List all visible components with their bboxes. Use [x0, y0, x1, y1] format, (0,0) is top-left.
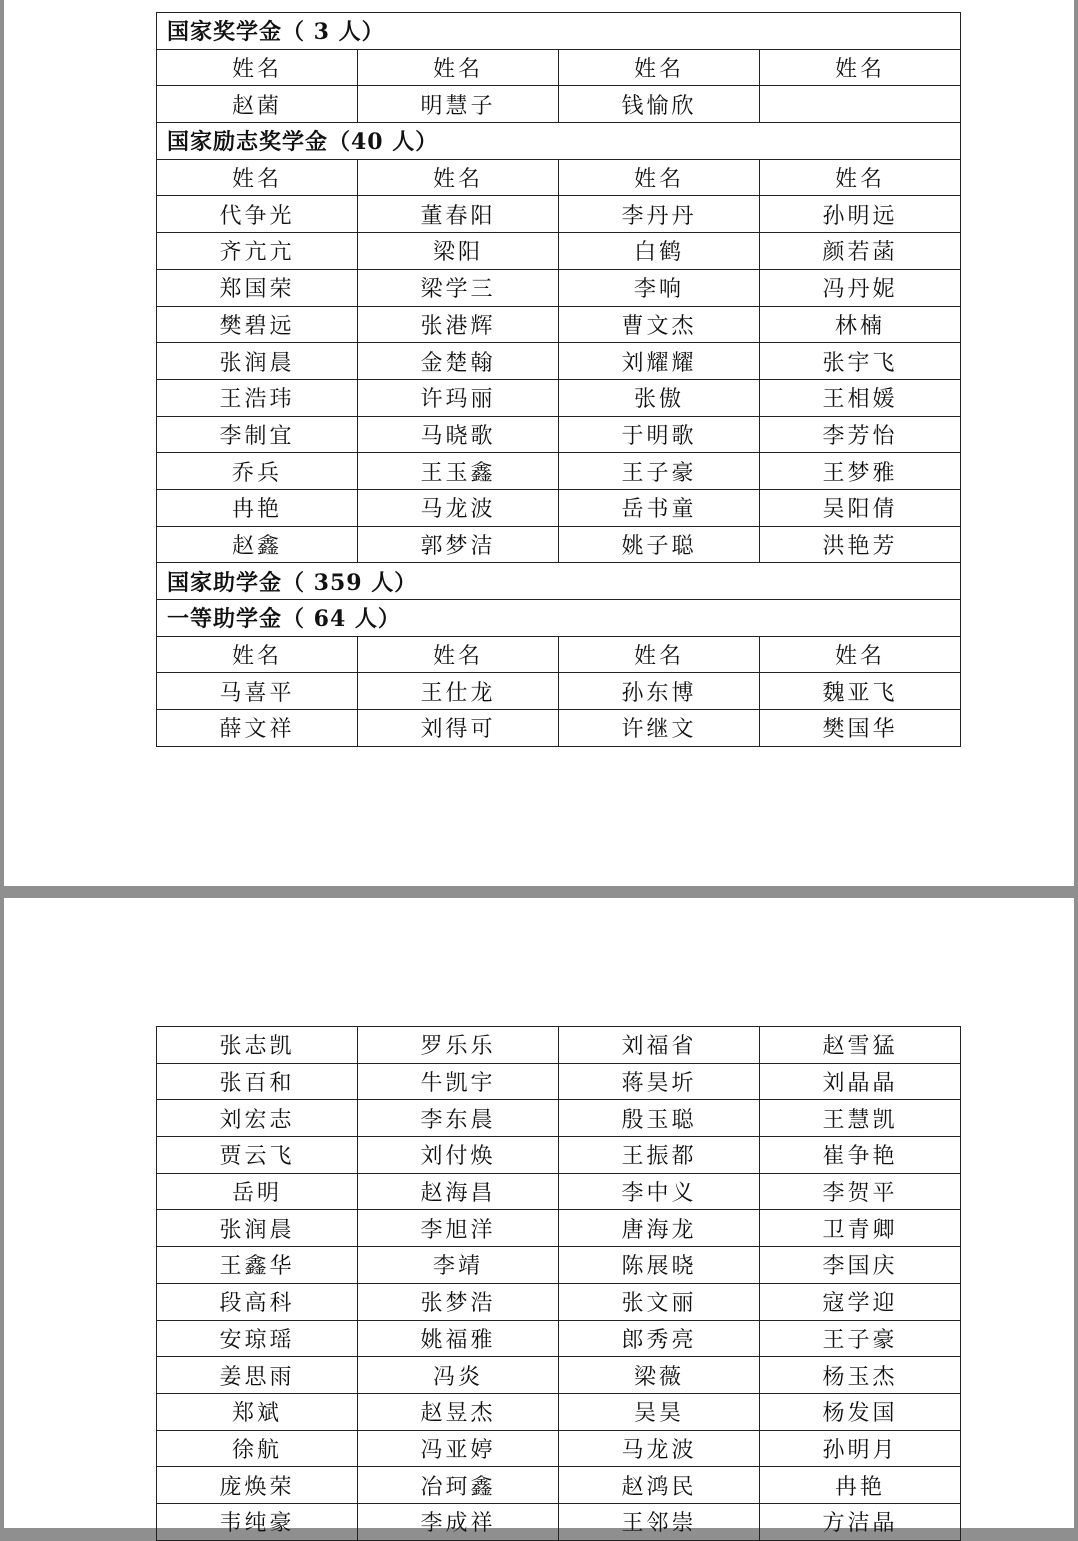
table-row: [157, 343, 961, 380]
name-cell: 薛文祥: [157, 710, 358, 747]
name-cell: 罗乐乐: [358, 1027, 559, 1064]
name-cell: 梁薇: [559, 1357, 760, 1394]
name-cell: 郎秀亮: [559, 1320, 760, 1357]
table-row: [157, 1430, 961, 1467]
table-row: [157, 526, 961, 563]
name-cell: 岳明: [157, 1173, 358, 1210]
name-cell: 李响: [559, 269, 760, 306]
column-header: 姓名: [157, 49, 358, 86]
name-cell: 赵鑫: [157, 526, 358, 563]
name-cell: 王子豪: [559, 453, 760, 490]
name-cell: 李芳怡: [760, 416, 961, 453]
section-first-class-grant: [157, 600, 961, 637]
name-cell: 李国庆: [760, 1247, 961, 1284]
name-cell: 刘晶晶: [760, 1063, 961, 1100]
name-cell: 白鹤: [559, 233, 760, 270]
table-row: [157, 710, 961, 747]
column-header: 姓名: [358, 636, 559, 673]
header-row: [157, 49, 961, 86]
name-cell: 颜若菡: [760, 233, 961, 270]
name-cell: 孙明远: [760, 196, 961, 233]
name-cell: 刘福省: [559, 1027, 760, 1064]
name-cell: 王慧凯: [760, 1100, 961, 1137]
name-cell: 代争光: [157, 196, 358, 233]
name-cell: 张港辉: [358, 306, 559, 343]
name-cell: 张宇飞: [760, 343, 961, 380]
table-row: [157, 1173, 961, 1210]
name-cell: 冯炎: [358, 1357, 559, 1394]
name-cell: 李丹丹: [559, 196, 760, 233]
name-cell: 张梦浩: [358, 1283, 559, 1320]
column-header: 姓名: [157, 159, 358, 196]
name-cell: 马喜平: [157, 673, 358, 710]
name-cell: 李制宜: [157, 416, 358, 453]
name-cell: 郑斌: [157, 1393, 358, 1430]
table-row: [157, 1100, 961, 1137]
name-cell: 董春阳: [358, 196, 559, 233]
section-national-encouragement-scholarship: [157, 123, 961, 160]
column-header: 姓名: [559, 159, 760, 196]
name-cell: 冯亚婷: [358, 1430, 559, 1467]
table-row: [157, 1357, 961, 1394]
name-cell: 赵昱杰: [358, 1393, 559, 1430]
name-cell: 张傲: [559, 379, 760, 416]
name-cell: 冯丹妮: [760, 269, 961, 306]
header-row: [157, 636, 961, 673]
column-header: 姓名: [760, 159, 961, 196]
name-cell: 唐海龙: [559, 1210, 760, 1247]
grant-continuation-table: [156, 1026, 961, 1541]
name-cell: 王子豪: [760, 1320, 961, 1357]
name-cell: 林楠: [760, 306, 961, 343]
name-cell: 杨玉杰: [760, 1357, 961, 1394]
table-row: [157, 1063, 961, 1100]
name-cell: 魏亚飞: [760, 673, 961, 710]
table-row: [157, 1137, 961, 1174]
name-cell: 梁学三: [358, 269, 559, 306]
name-cell: 赵菌: [157, 86, 358, 123]
column-header: 姓名: [559, 49, 760, 86]
name-cell: 刘付焕: [358, 1137, 559, 1174]
name-cell: 王浩玮: [157, 379, 358, 416]
name-cell: 王鑫华: [157, 1247, 358, 1284]
name-cell: 樊碧远: [157, 306, 358, 343]
name-cell: 牛凯宇: [358, 1063, 559, 1100]
table-row: [157, 306, 961, 343]
name-cell: 李靖: [358, 1247, 559, 1284]
section-title: 国家助学金（ 359 人）: [157, 563, 961, 600]
name-cell: 岳书童: [559, 489, 760, 526]
name-cell: 李成祥: [358, 1503, 559, 1540]
scholarship-table: [156, 12, 961, 747]
name-cell: 卫青卿: [760, 1210, 961, 1247]
name-cell: 姜思雨: [157, 1357, 358, 1394]
name-cell: 吴昊: [559, 1393, 760, 1430]
name-cell: 王梦雅: [760, 453, 961, 490]
table-row: [157, 1027, 961, 1064]
name-cell: 段高科: [157, 1283, 358, 1320]
table-row: [157, 1247, 961, 1284]
document-page-2: [4, 898, 1074, 1537]
table-row: [157, 453, 961, 490]
name-cell: 冉艳: [760, 1467, 961, 1504]
name-cell: [760, 86, 961, 123]
name-cell: 钱愉欣: [559, 86, 760, 123]
name-cell: 刘耀耀: [559, 343, 760, 380]
table-row: [157, 416, 961, 453]
name-cell: 陈展晓: [559, 1247, 760, 1284]
name-cell: 金楚翰: [358, 343, 559, 380]
table-row: [157, 1467, 961, 1504]
name-cell: 孙东博: [559, 673, 760, 710]
name-cell: 许继文: [559, 710, 760, 747]
column-header: 姓名: [358, 159, 559, 196]
name-cell: 王玉鑫: [358, 453, 559, 490]
name-cell: 冶珂鑫: [358, 1467, 559, 1504]
name-cell: 王振都: [559, 1137, 760, 1174]
name-cell: 王仕龙: [358, 673, 559, 710]
name-cell: 赵鸿民: [559, 1467, 760, 1504]
name-cell: 李旭洋: [358, 1210, 559, 1247]
name-cell: 明慧子: [358, 86, 559, 123]
column-header: 姓名: [157, 636, 358, 673]
name-cell: 齐亢亢: [157, 233, 358, 270]
column-header: 姓名: [559, 636, 760, 673]
table-row: [157, 489, 961, 526]
column-header: 姓名: [760, 49, 961, 86]
name-cell: 梁阳: [358, 233, 559, 270]
name-cell: 寇学迎: [760, 1283, 961, 1320]
table-row: [157, 86, 961, 123]
name-cell: 洪艳芳: [760, 526, 961, 563]
name-cell: 李东晨: [358, 1100, 559, 1137]
name-cell: 赵雪猛: [760, 1027, 961, 1064]
name-cell: 崔争艳: [760, 1137, 961, 1174]
name-cell: 张文丽: [559, 1283, 760, 1320]
column-header: 姓名: [760, 636, 961, 673]
header-row: [157, 159, 961, 196]
name-cell: 方洁晶: [760, 1503, 961, 1540]
name-cell: 张百和: [157, 1063, 358, 1100]
name-cell: 蒋昊圻: [559, 1063, 760, 1100]
name-cell: 于明歌: [559, 416, 760, 453]
name-cell: 李贺平: [760, 1173, 961, 1210]
name-cell: 张志凯: [157, 1027, 358, 1064]
name-cell: 吴阳倩: [760, 489, 961, 526]
name-cell: 冉艳: [157, 489, 358, 526]
section-national-grant: [157, 563, 961, 600]
table-row: [157, 233, 961, 270]
name-cell: 殷玉聪: [559, 1100, 760, 1137]
name-cell: 马龙波: [358, 489, 559, 526]
name-cell: 姚福雅: [358, 1320, 559, 1357]
table-row: [157, 1503, 961, 1540]
column-header: 姓名: [358, 49, 559, 86]
name-cell: 曹文杰: [559, 306, 760, 343]
table-row: [157, 673, 961, 710]
name-cell: 乔兵: [157, 453, 358, 490]
name-cell: 赵海昌: [358, 1173, 559, 1210]
name-cell: 姚子聪: [559, 526, 760, 563]
table-row: [157, 379, 961, 416]
section-title: 一等助学金（ 64 人）: [157, 600, 961, 637]
name-cell: 樊国华: [760, 710, 961, 747]
name-cell: 刘得可: [358, 710, 559, 747]
name-cell: 张润晨: [157, 1210, 358, 1247]
name-cell: 贾云飞: [157, 1137, 358, 1174]
name-cell: 马晓歌: [358, 416, 559, 453]
document-page-1: [4, 0, 1074, 886]
name-cell: 安琼瑶: [157, 1320, 358, 1357]
name-cell: 马龙波: [559, 1430, 760, 1467]
name-cell: 郭梦洁: [358, 526, 559, 563]
name-cell: 杨发国: [760, 1393, 961, 1430]
name-cell: 刘宏志: [157, 1100, 358, 1137]
table-row: [157, 1210, 961, 1247]
name-cell: 王相媛: [760, 379, 961, 416]
section-national-scholarship: [157, 13, 961, 50]
section-title: 国家奖学金（ 3 人）: [157, 13, 961, 50]
table-row: [157, 269, 961, 306]
name-cell: 王邻崇: [559, 1503, 760, 1540]
name-cell: 庞焕荣: [157, 1467, 358, 1504]
name-cell: 李中义: [559, 1173, 760, 1210]
name-cell: 孙明月: [760, 1430, 961, 1467]
name-cell: 郑国荣: [157, 269, 358, 306]
name-cell: 张润晨: [157, 343, 358, 380]
table-row: [157, 196, 961, 233]
table-row: [157, 1283, 961, 1320]
name-cell: 徐航: [157, 1430, 358, 1467]
table-row: [157, 1393, 961, 1430]
name-cell: 韦纯豪: [157, 1503, 358, 1540]
section-title: 国家励志奖学金（40 人）: [157, 123, 961, 160]
name-cell: 许玛丽: [358, 379, 559, 416]
table-row: [157, 1320, 961, 1357]
